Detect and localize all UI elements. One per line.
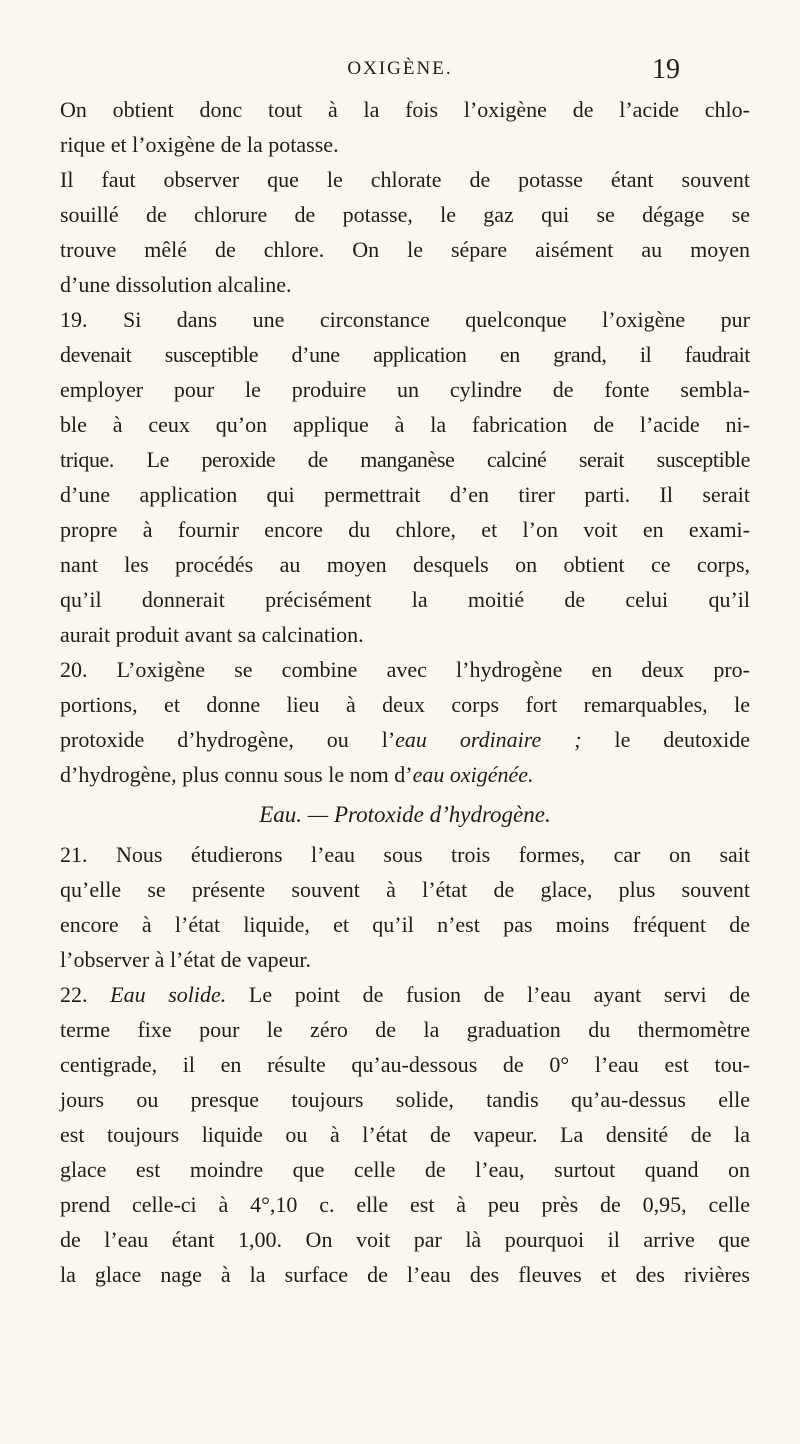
text-line (60, 977, 750, 1012)
text-line: d’une application qui permettrait d’en tirer parti. Il serait (60, 482, 750, 507)
text-run: Le point de fusion de l’eau ayant servi de (226, 982, 750, 1007)
italic-term: eau oxigénée. (412, 762, 534, 787)
text-line: trique. Le peroxide de manganèse calciné serait susceptible (60, 447, 750, 472)
text-run: d’hydrogène, plus connu sous le nom d’ (60, 762, 413, 787)
text-line: 21. Nous étudierons l’eau sous trois formes, car on sait (60, 842, 750, 867)
text-line: nant les procédés au moyen desquels on obtient ce corps, (60, 552, 750, 577)
text-line: devenait susceptible d’une application en grand, il faudrait (60, 342, 750, 367)
page-header (0, 52, 800, 92)
text-line: ble à ceux qu’on applique à la fabrication de l’acide ni- (60, 412, 750, 437)
text-line: employer pour le produire un cylindre de fonte sembla- (60, 377, 750, 402)
italic-term: eau ordinaire ; (395, 727, 582, 752)
text-line: jours ou presque toujours solide, tandis qu’au-dessus elle (60, 1087, 750, 1112)
text-line: terme fixe pour le zéro de la graduation du thermomètre (60, 1017, 750, 1042)
text-line: 20. L’oxigène se combine avec l’hydrogène en deux pro- (60, 657, 750, 682)
italic-term: Eau solide. (110, 982, 227, 1007)
text-line: qu’elle se présente souvent à l’état de glace, plus souvent (60, 877, 750, 902)
text-line: On obtient donc tout à la fois l’oxigène de l’acide chlo- (60, 97, 750, 122)
text-line: encore à l’état liquide, et qu’il n’est pas moins fréquent de (60, 912, 750, 937)
text-line: trouve mêlé de chlore. On le sépare aisément au moyen (60, 237, 750, 262)
page-number: 19 (652, 54, 680, 85)
text-line (60, 757, 750, 792)
text-run: protoxide d’hydrogène, ou l’ (60, 727, 396, 752)
body-text (60, 92, 750, 1292)
text-line: est toujours liquide ou à l’état de vapeur. La densité de la (60, 1122, 750, 1147)
running-head: OXIGÈNE. (347, 58, 453, 79)
text-line: prend celle-ci à 4°,10 c. elle est à peu près de 0,95, celle (60, 1192, 750, 1217)
text-run: 22. (60, 982, 111, 1007)
text-line: l’observer à l’état de vapeur. (60, 947, 312, 972)
text-line: la glace nage à la surface de l’eau des fleuves et des rivières (60, 1262, 750, 1287)
section-heading: Eau. — Protoxide d’hydrogène. (259, 802, 551, 827)
text-line: qu’il donnerait précisément la moitié de celui qu’il (60, 587, 750, 612)
text-line: de l’eau étant 1,00. On voit par là pourquoi il arrive que (60, 1227, 750, 1252)
text-line: aurait produit avant sa calcination. (60, 622, 364, 647)
text-line (60, 722, 750, 757)
text-line: propre à fournir encore du chlore, et l’on voit en exami- (60, 517, 750, 542)
text-line: Il faut observer que le chlorate de potasse étant souvent (60, 167, 750, 192)
text-run: le deutoxide (581, 727, 750, 752)
text-line: centigrade, il en résulte qu’au-dessous de 0° l’eau est tou- (60, 1052, 750, 1077)
text-line: glace est moindre que celle de l’eau, surtout quand on (60, 1157, 750, 1182)
text-line: d’une dissolution alcaline. (60, 272, 292, 297)
text-line: souillé de chlorure de potasse, le gaz qui se dégage se (60, 202, 750, 227)
text-line: portions, et donne lieu à deux corps fort remarquables, le (60, 692, 750, 717)
text-line: 19. Si dans une circonstance quelconque l’oxigène pur (60, 307, 750, 332)
text-line: rique et l’oxigène de la potasse. (60, 132, 339, 157)
